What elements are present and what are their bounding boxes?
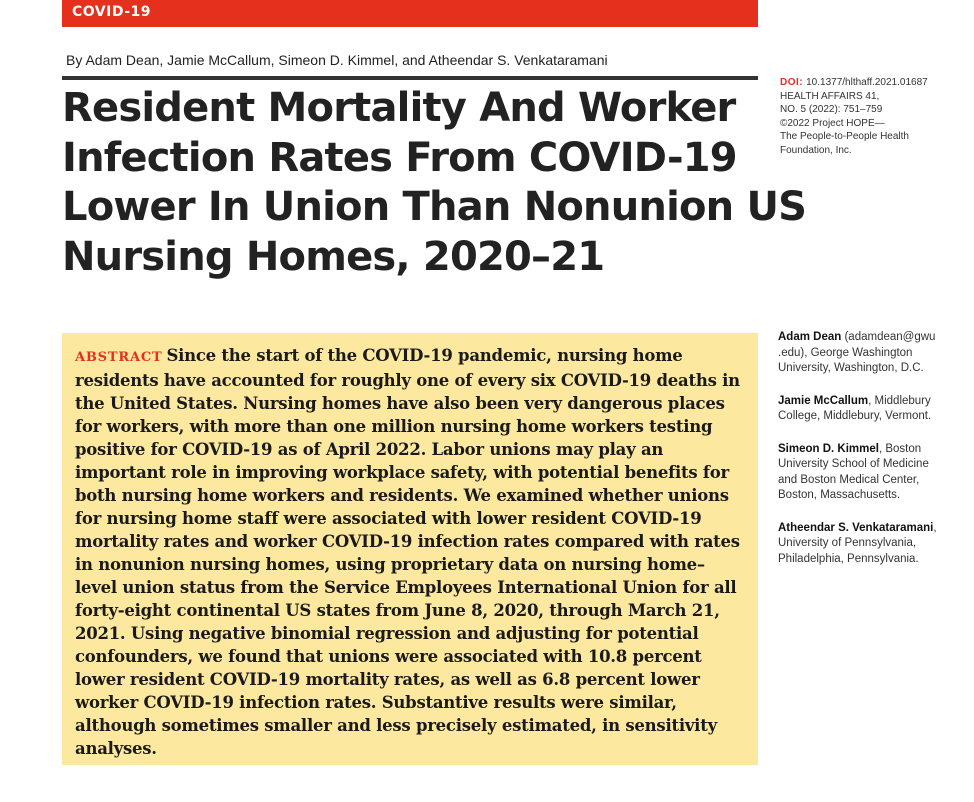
title-rule <box>62 76 758 80</box>
abstract-line: analyses. <box>75 739 157 758</box>
author-name: Simeon D. Kimmel <box>778 442 879 455</box>
meta-line: NO. 5 (2022): 751–759 <box>780 104 883 115</box>
author-detail: , <box>933 521 937 534</box>
author-name: Atheendar S. Venkataramani <box>778 521 934 534</box>
author-line: .edu), George Washington <box>778 346 913 359</box>
title-line: Nursing Homes, 2020–21 <box>62 233 605 280</box>
author-line <box>778 521 974 537</box>
author-affiliation <box>778 521 974 568</box>
doi-line <box>780 76 970 90</box>
author-affiliation <box>778 330 974 377</box>
author-line: Philadelphia, Pennsylvania. <box>778 552 919 565</box>
author-affiliation <box>778 442 974 504</box>
abstract-line <box>75 344 748 369</box>
section-label: COVID-19 <box>72 4 152 20</box>
author-line <box>778 330 974 346</box>
section-banner <box>62 0 758 27</box>
abstract-line: important role in improving workplace safety, with potential benefits for <box>75 463 729 482</box>
title-line: Infection Rates From COVID-19 <box>62 134 737 181</box>
author-line <box>778 394 974 410</box>
abstract-line: in nonunion nursing homes, using proprietary data on nursing home– <box>75 555 705 574</box>
abstract-line: the United States. Nursing homes have also been very dangerous places <box>75 394 725 413</box>
meta-line: The People-to-People Health <box>780 131 909 142</box>
abstract-line: mortality rates and worker COVID-19 infection rates compared with rates <box>75 532 740 551</box>
author-detail: , Boston <box>878 442 922 455</box>
title-line: Lower In Union Than Nonunion US <box>62 184 807 230</box>
abstract-line: both nursing home workers and residents. We examined whether unions <box>75 486 729 505</box>
abstract-line: 2021. Using negative binomial regression and adjusting for potential <box>75 624 699 643</box>
abstract-line: confounders, we found that unions were associated with 10.8 percent <box>75 647 702 666</box>
author-line: and Boston Medical Center, <box>778 473 920 486</box>
citation-meta <box>780 76 970 157</box>
author-line: University School of Medicine <box>778 458 929 470</box>
author-affiliations <box>778 330 974 584</box>
author-detail: , Middlebury <box>868 394 931 407</box>
abstract-label: ABSTRACT <box>75 350 163 365</box>
byline: By Adam Dean, Jamie McCallum, Simeon D. Kimmel, and Atheendar S. Venkataramani <box>66 52 608 68</box>
author-name: Jamie McCallum <box>778 394 869 407</box>
abstract-text <box>75 344 748 760</box>
author-line: University, Washington, D.C. <box>778 362 924 374</box>
abstract-line: forty-eight continental US states from June 8, 2020, through March 21, <box>75 601 720 620</box>
abstract-line: for nursing home staff were associated with lower resident COVID-19 <box>75 509 702 528</box>
author-line: University of Pennsylvania, <box>778 537 917 549</box>
author-line <box>778 442 974 458</box>
author-line: Boston, Massachusetts. <box>778 489 901 501</box>
author-detail: (adamdean@gwu <box>841 331 936 343</box>
meta-line: HEALTH AFFAIRS 41, <box>780 90 880 102</box>
abstract-line: although sometimes smaller and less precisely estimated, in sensitivity <box>75 716 717 735</box>
doi-label: DOI: <box>780 77 804 88</box>
abstract-line: level union status from the Service Employees International Union for all <box>75 578 737 597</box>
abstract-box <box>62 333 758 765</box>
abstract-line: residents have accounted for roughly one of every six COVID-19 deaths in <box>75 371 740 390</box>
meta-line: ©2022 Project HOPE— <box>780 117 885 129</box>
abstract-first-line: Since the start of the COVID-19 pandemic, nursing home <box>166 346 683 365</box>
meta-line: Foundation, Inc. <box>780 144 852 156</box>
author-line: College, Middlebury, Vermont. <box>778 410 932 422</box>
author-name: Adam Dean <box>778 331 842 343</box>
article-title <box>62 84 807 282</box>
abstract-line: worker COVID-19 infection rates. Substantive results were similar, <box>75 693 677 712</box>
abstract-line: positive for COVID-19 as of April 2022. Labor unions may play an <box>75 440 664 459</box>
abstract-line: for workers, with more than one million nursing home workers testing <box>75 417 713 436</box>
author-affiliation <box>778 394 974 425</box>
abstract-line: lower resident COVID-19 mortality rates, as well as 6.8 percent lower <box>75 670 700 689</box>
doi-value[interactable]: 10.1377/hlthaff.2021.01687 <box>806 77 928 88</box>
title-line: Resident Mortality And Worker <box>62 85 736 131</box>
